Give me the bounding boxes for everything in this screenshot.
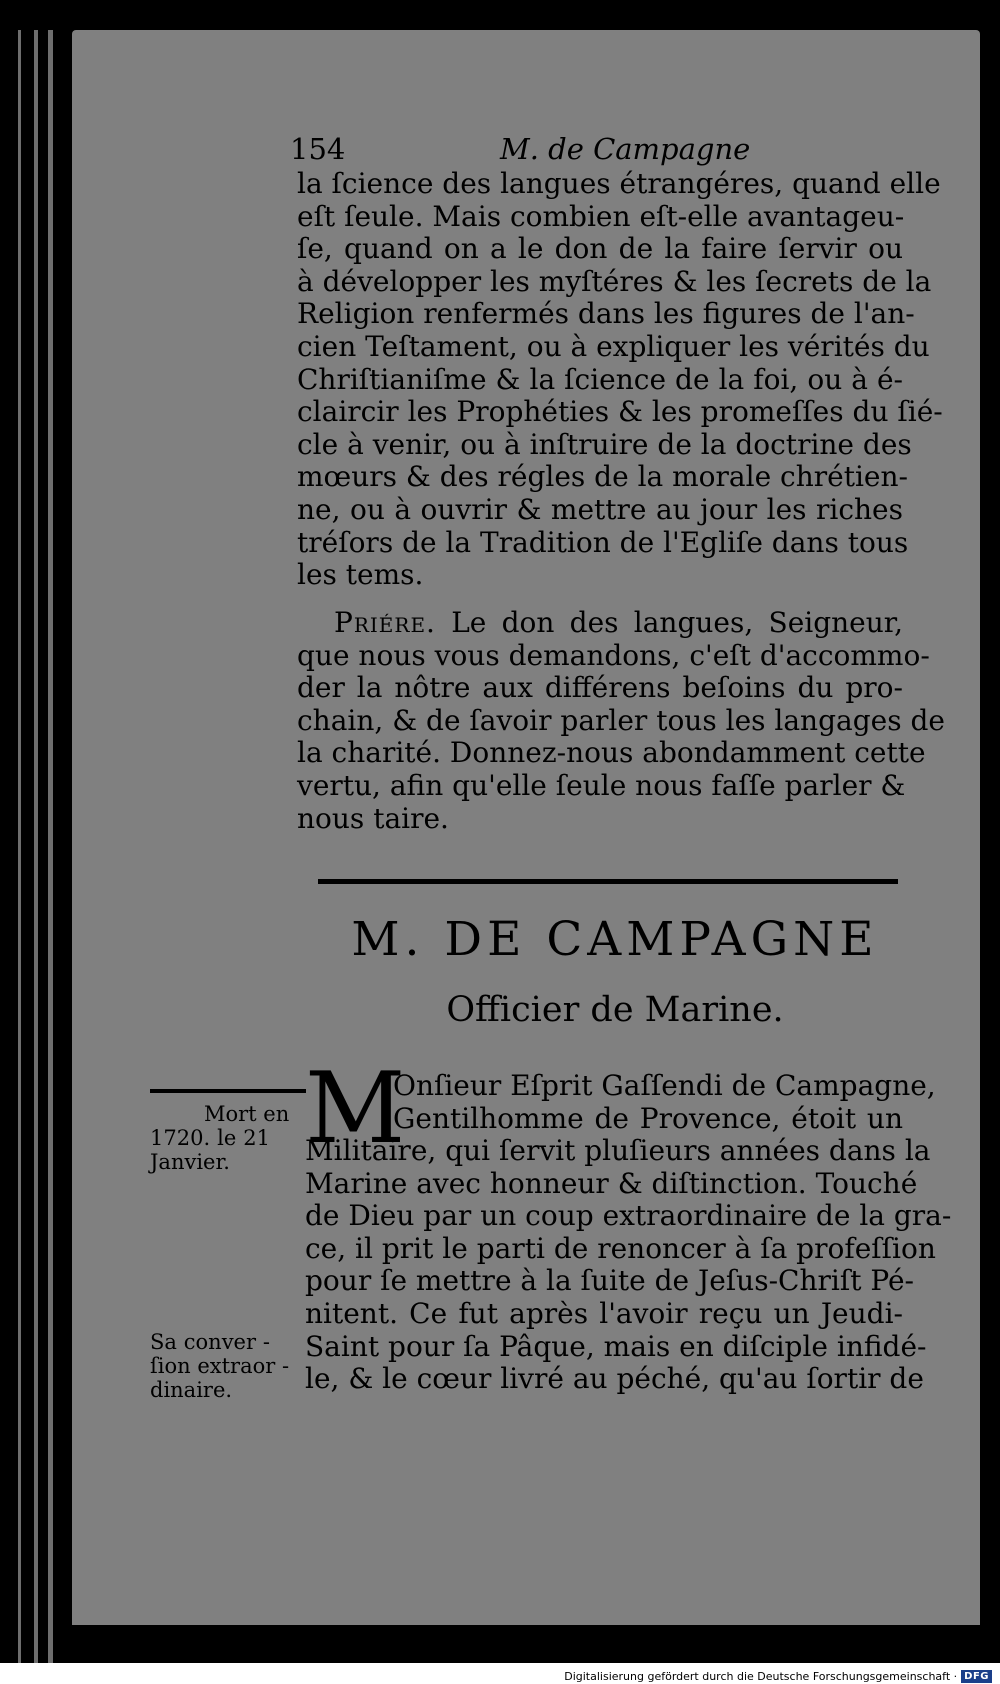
text-line: la ſcience des langues étrangéres, quand elle [297, 167, 941, 200]
section-heading: M. DE CAMPAGNE [351, 912, 879, 967]
text-line: claircir les Prophéties & les promeſſes du ſié- [297, 395, 943, 429]
text-line: Marine avec honneur & diſtinction. Touché [305, 1166, 918, 1200]
spine-edge [48, 30, 53, 1663]
text-line: chain, & de ſavoir parler tous les langages de [297, 703, 945, 737]
text-line: Chriſtianiſme & la ſcience de la foi, ou à é- [297, 362, 903, 396]
prayer-first-line [297, 607, 903, 640]
text-line: que nous vous demandons, c'eſt d'accommo- [297, 638, 930, 672]
prayer-label: Priére. [334, 606, 436, 639]
text-line: Gentilhomme de Provence, étoit un [393, 1101, 903, 1135]
section-subheading: Officier de Marine. [446, 990, 784, 1030]
body-dropcap-lines [393, 1069, 936, 1135]
text-line: ce, il prit le parti de renoncer à ſa profeſſion [305, 1231, 936, 1265]
text-line: mœurs & des régles de la morale chrétien- [297, 460, 908, 494]
text-line: der la nôtre aux différens beſoins du pro- [297, 671, 903, 705]
page-number: 154 [290, 132, 346, 166]
text-line: Religion renfermés dans les figures de l'an- [297, 297, 915, 331]
digitization-credit [564, 1668, 992, 1684]
text-line: à développer les myſtéres & les ſecrets de la [297, 264, 932, 298]
text-line: ſe, quand on a le don de la faire ſervir ou [297, 232, 903, 266]
text-line: pour ſe mettre à la ſuite de Jeſus-Chriſt Pé- [305, 1264, 914, 1298]
spine-edge [18, 30, 21, 1663]
text-line: cle à venir, ou à inſtruire de la doctrine des [297, 427, 912, 461]
text-line: Saint pour ſa Pâque, mais en diſciple infidé- [305, 1329, 927, 1363]
side-note-line: Sa conver - [150, 1330, 270, 1354]
text-line: ne, ou à ouvrir & mettre au jour les riches [297, 492, 903, 526]
text-line: les tems. [297, 558, 424, 592]
side-note-death [150, 1102, 290, 1174]
section-divider-rule [318, 879, 898, 884]
side-note-conversion [150, 1330, 290, 1402]
text-line: eſt ſeule. Mais combien eſt-elle avantageu- [297, 199, 905, 233]
paragraph-1 [297, 167, 943, 592]
running-head [290, 132, 880, 170]
text-line: nous taire. [297, 801, 449, 835]
text-line: cien Teſtament, ou à expliquer les vérités du [297, 329, 930, 363]
body-paragraph [305, 1134, 952, 1396]
text-line: vertu, afin qu'elle ſeule nous faſſe parler & [297, 768, 906, 802]
text-line: de Dieu par un coup extraordinaire de la gra- [305, 1199, 952, 1233]
side-note-line: Mort en [204, 1102, 290, 1126]
side-note-line: ſion extraor - [150, 1354, 290, 1378]
side-note-line: dinaire. [150, 1378, 233, 1402]
text-line: Onſieur Eſprit Gaſſendi de Campagne, [393, 1069, 936, 1102]
drop-cap: M [305, 1052, 406, 1166]
text-line: le, & le cœur livré au péché, qu'au ſortir de [305, 1362, 924, 1396]
side-note-line: 1720. le 21 [150, 1126, 270, 1150]
spine-edge [34, 30, 38, 1663]
margin-rule [150, 1089, 306, 1093]
text-line: tréſors de la Tradition de l'Egliſe dans tous [297, 525, 909, 559]
running-head-title: M. de Campagne [500, 132, 751, 166]
text-line: Le don des langues, Seigneur, [435, 606, 903, 639]
dfg-logo: DFG [961, 1670, 992, 1683]
prayer-paragraph [297, 606, 945, 835]
credit-text: Digitalisierung gefördert durch die Deutsche Forschungsgemeinschaft · [564, 1669, 958, 1683]
text-line: nitent. Ce fut après l'avoir reçu un Jeudi- [305, 1296, 903, 1330]
text-line: la charité. Donnez-nous abondamment cette [297, 736, 926, 770]
text-line: Militaire, qui ſervit pluſieurs années dans la [305, 1134, 931, 1167]
side-note-line: Janvier. [150, 1150, 230, 1174]
